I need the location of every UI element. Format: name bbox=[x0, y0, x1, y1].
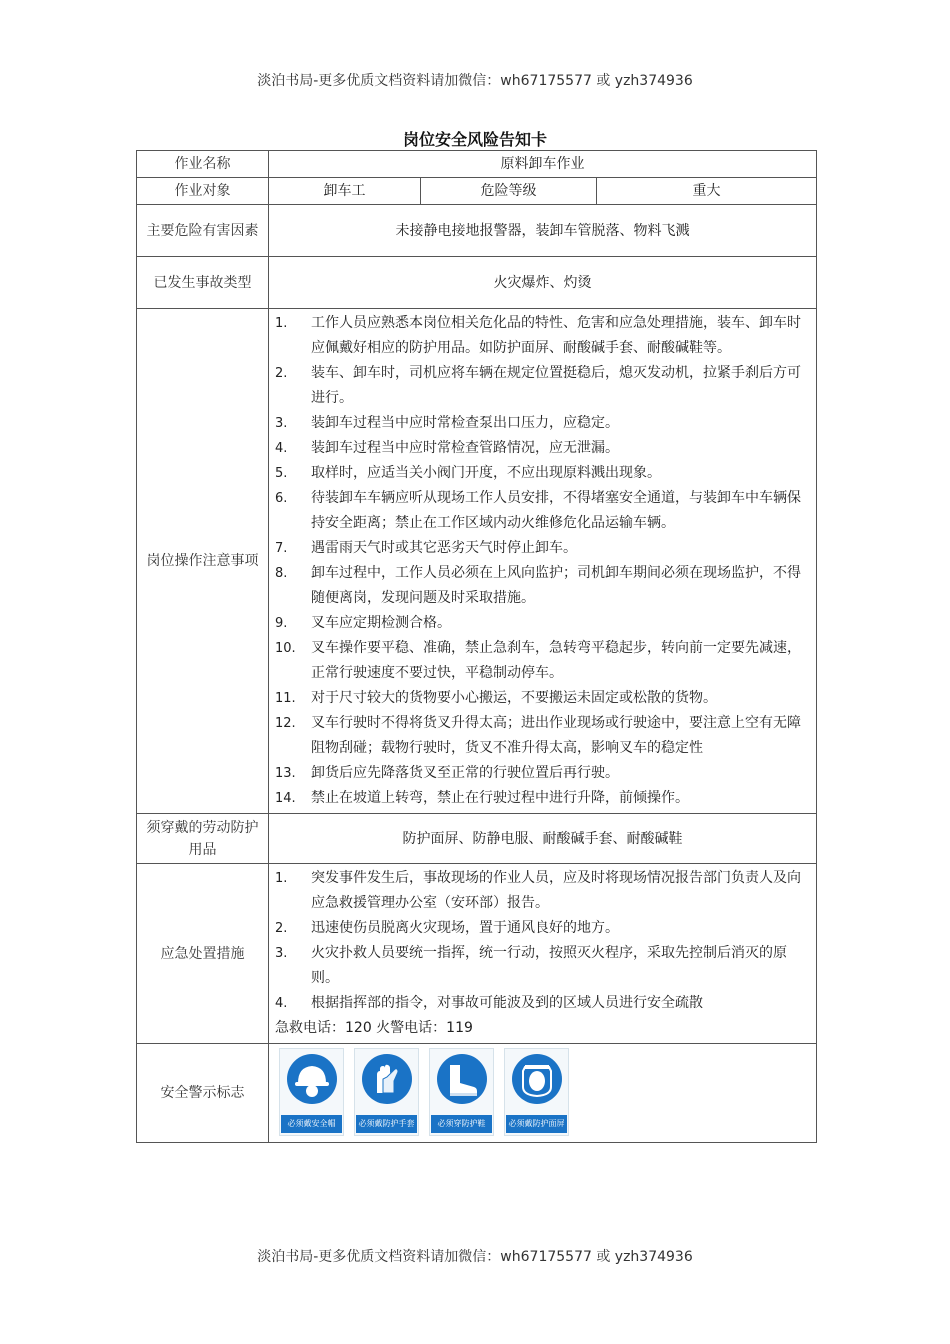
list-item-number: 14. bbox=[275, 791, 296, 806]
gloves-icon bbox=[361, 1053, 413, 1105]
emergency-phones: 急救电话：120 火警电话：119 bbox=[275, 1020, 473, 1036]
list-item-number: 8. bbox=[275, 566, 288, 581]
list-item-text: 对于尺寸较大的货物要小心搬运，不要搬运未固定或松散的货物。 bbox=[311, 690, 717, 706]
list-item-number: 12. bbox=[275, 716, 296, 731]
list-item-number: 5. bbox=[275, 466, 288, 481]
list-item-text: 工作人员应熟悉本岗位相关危化品的特性、危害和应急处理措施，装车、卸车时应佩戴好相应的防护用品。如防护面屏、耐酸碱手套、耐酸碱鞋等。 bbox=[311, 315, 801, 356]
precautions-cell bbox=[269, 309, 817, 814]
list-item-number: 10. bbox=[275, 641, 296, 656]
job-name-value: 原料卸车作业 bbox=[269, 151, 817, 178]
list-item-number: 2. bbox=[275, 921, 288, 936]
sign-boots bbox=[429, 1048, 494, 1136]
emergency-cell bbox=[269, 864, 817, 1044]
list-item bbox=[275, 711, 810, 761]
list-item bbox=[275, 786, 810, 811]
list-item-number: 7. bbox=[275, 541, 288, 556]
risk-notice-table bbox=[136, 150, 817, 1143]
precautions-label: 岗位操作注意事项 bbox=[137, 309, 269, 814]
risk-level-value: 重大 bbox=[597, 178, 817, 205]
row-emergency bbox=[137, 864, 817, 1044]
list-item bbox=[275, 436, 810, 461]
list-item-text: 叉车行驶时不得将货叉升得太高；进出作业现场或行驶途中，要注意上空有无障阻物刮碰；载物行驶时，货叉不准升得太高，影响叉车的稳定性 bbox=[311, 715, 801, 756]
list-item-text: 卸车过程中，工作人员必须在上风向监护；司机卸车期间必须在现场监护，不得随便离岗，发现问题及时采取措施。 bbox=[311, 565, 801, 606]
list-item bbox=[275, 411, 810, 436]
list-item bbox=[275, 536, 810, 561]
row-job-target bbox=[137, 178, 817, 205]
row-accidents bbox=[137, 257, 817, 309]
list-item-text: 禁止在坡道上转弯，禁止在行驶过程中进行升降，前倾操作。 bbox=[311, 790, 689, 806]
list-item-text: 叉车操作要平稳、准确，禁止急刹车，急转弯平稳起步，转向前一定要先减速，正常行驶速度不要过快，平稳制动停车。 bbox=[311, 640, 801, 681]
row-hazards bbox=[137, 205, 817, 257]
row-signs bbox=[137, 1044, 817, 1143]
row-job-name bbox=[137, 151, 817, 178]
sign-gloves bbox=[354, 1048, 419, 1136]
list-item-text: 突发事件发生后，事故现场的作业人员，应及时将现场情况报告部门负责人及向应急救援管理办公室（安环部）报告。 bbox=[311, 870, 801, 911]
signs-label: 安全警示标志 bbox=[137, 1044, 269, 1143]
row-ppe bbox=[137, 814, 817, 864]
list-item-number: 9. bbox=[275, 616, 288, 631]
list-item bbox=[275, 686, 810, 711]
list-item bbox=[275, 866, 810, 916]
accidents-value: 火灾爆炸、灼烫 bbox=[269, 257, 817, 309]
sign-face-shield-caption: 必须戴防护面屏 bbox=[506, 1115, 567, 1133]
list-item-number: 4. bbox=[275, 441, 288, 456]
list-item bbox=[275, 311, 810, 361]
list-item-number: 11. bbox=[275, 691, 296, 706]
list-item bbox=[275, 361, 810, 411]
sign-helmet bbox=[279, 1048, 344, 1136]
risk-level-label: 危险等级 bbox=[421, 178, 597, 205]
list-item-text: 遇雷雨天气时或其它恶劣天气时停止卸车。 bbox=[311, 540, 577, 556]
list-item-number: 3. bbox=[275, 946, 288, 961]
list-item-number: 13. bbox=[275, 766, 296, 781]
accidents-label: 已发生事故类型 bbox=[137, 257, 269, 309]
emergency-label: 应急处置措施 bbox=[137, 864, 269, 1044]
footer-note: 淡泊书局-更多优质文档资料请加微信：wh67175577 或 yzh374936 bbox=[257, 1249, 693, 1265]
job-target-label: 作业对象 bbox=[137, 178, 269, 205]
sign-face-shield bbox=[504, 1048, 569, 1136]
signs-strip bbox=[273, 1046, 812, 1140]
list-item-text: 装卸车过程当中应时常检查管路情况，应无泄漏。 bbox=[311, 440, 619, 456]
job-target-value: 卸车工 bbox=[269, 178, 421, 205]
sign-gloves-caption: 必须戴防护手套 bbox=[356, 1115, 417, 1133]
list-item-text: 迅速使伤员脱离火灾现场，置于通风良好的地方。 bbox=[311, 920, 619, 936]
list-item-text: 待装卸车车辆应听从现场工作人员安排，不得堵塞安全通道，与装卸车中车辆保持安全距离；禁止在工作区域内动火维修危化品运输车辆。 bbox=[311, 490, 801, 531]
helmet-icon bbox=[286, 1053, 338, 1105]
list-item-number: 6. bbox=[275, 491, 288, 506]
list-item bbox=[275, 761, 810, 786]
signs-cell bbox=[269, 1044, 817, 1143]
list-item bbox=[275, 486, 810, 536]
hazards-label: 主要危险有害因素 bbox=[137, 205, 269, 257]
list-item-text: 火灾扑救人员要统一指挥，统一行动，按照灭火程序，采取先控制后消灭的原则。 bbox=[311, 945, 787, 986]
emergency-list bbox=[275, 866, 810, 1016]
list-item bbox=[275, 636, 810, 686]
job-name-label: 作业名称 bbox=[137, 151, 269, 178]
face-shield-icon bbox=[511, 1053, 563, 1105]
list-item-text: 卸货后应先降落货叉至正常的行驶位置后再行驶。 bbox=[311, 765, 619, 781]
hazards-value: 未接静电接地报警器，装卸车管脱落、物料飞溅 bbox=[269, 205, 817, 257]
list-item-number: 4. bbox=[275, 996, 288, 1011]
list-item bbox=[275, 941, 810, 991]
list-item-text: 取样时，应适当关小阀门开度，不应出现原料溅出现象。 bbox=[311, 465, 661, 481]
list-item-number: 1. bbox=[275, 871, 288, 886]
document-title: 岗位安全风险告知卡 bbox=[402, 130, 547, 149]
list-item bbox=[275, 561, 810, 611]
list-item bbox=[275, 611, 810, 636]
list-item-number: 2. bbox=[275, 366, 288, 381]
sign-boots-caption: 必须穿防护鞋 bbox=[431, 1115, 492, 1133]
ppe-value: 防护面屏、防静电服、耐酸碱手套、耐酸碱鞋 bbox=[269, 814, 817, 864]
list-item-text: 根据指挥部的指令，对事故可能波及到的区域人员进行安全疏散 bbox=[311, 995, 703, 1011]
list-item-number: 3. bbox=[275, 416, 288, 431]
list-item bbox=[275, 461, 810, 486]
list-item-text: 装卸车过程当中应时常检查泵出口压力，应稳定。 bbox=[311, 415, 619, 431]
sign-helmet-caption: 必须戴安全帽 bbox=[281, 1115, 342, 1133]
list-item bbox=[275, 991, 810, 1016]
list-item-number: 1. bbox=[275, 316, 288, 331]
ppe-label: 须穿戴的劳动防护用品 bbox=[137, 814, 269, 864]
row-precautions bbox=[137, 309, 817, 814]
boots-icon bbox=[436, 1053, 488, 1105]
precautions-list bbox=[275, 311, 810, 811]
header-note: 淡泊书局-更多优质文档资料请加微信：wh67175577 或 yzh374936 bbox=[257, 73, 693, 89]
list-item bbox=[275, 916, 810, 941]
list-item-text: 叉车应定期检测合格。 bbox=[311, 615, 451, 631]
list-item-text: 装车、卸车时，司机应将车辆在规定位置挺稳后，熄灭发动机，拉紧手刹后方可进行。 bbox=[311, 365, 801, 406]
